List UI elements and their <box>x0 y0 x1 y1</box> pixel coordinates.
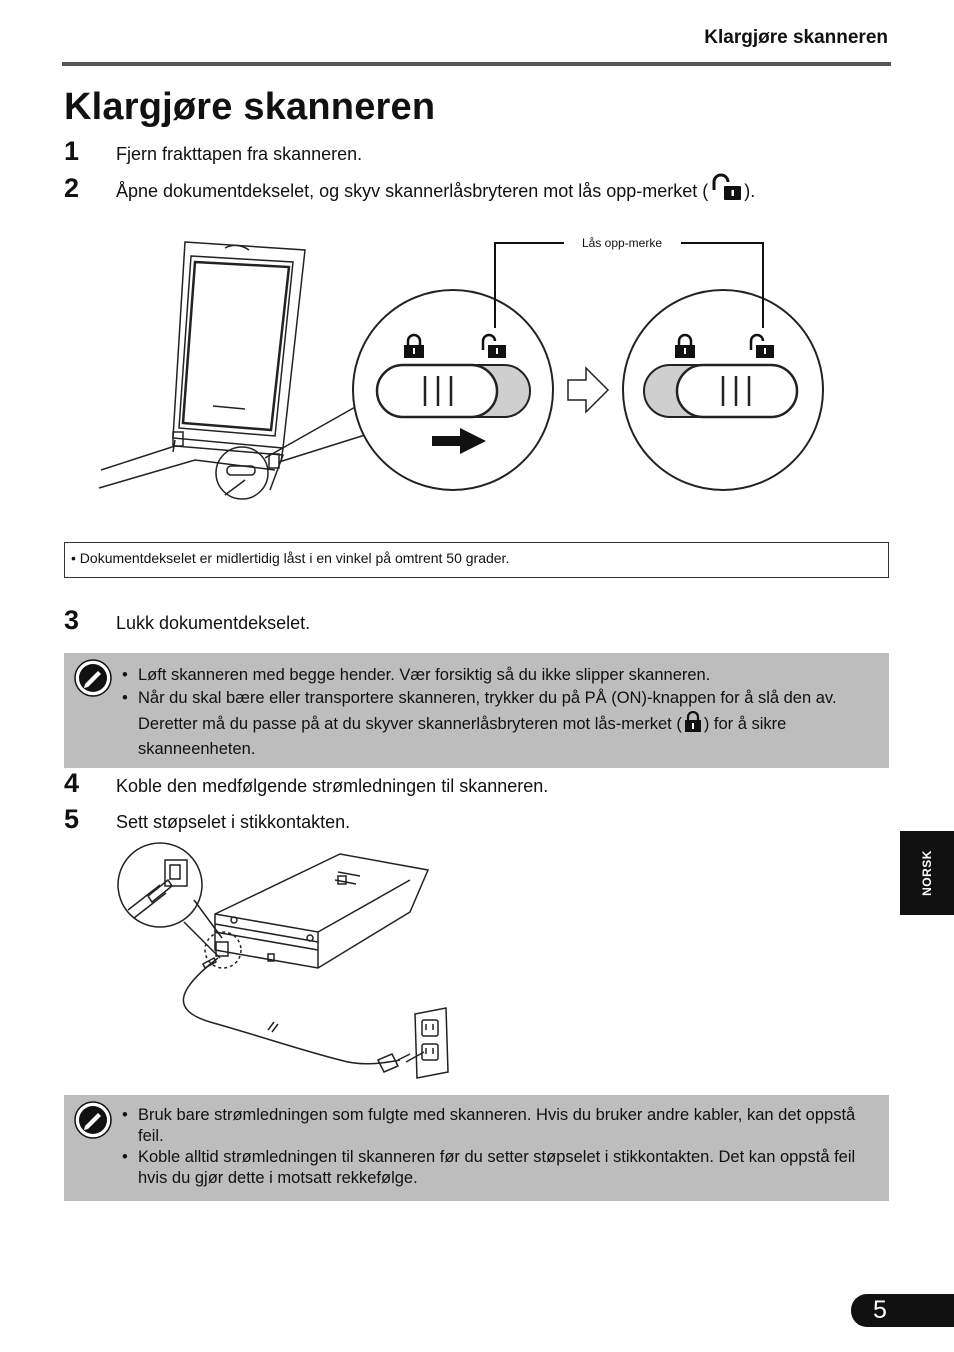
page-number-badge <box>851 1294 954 1327</box>
step-4-number: 4 <box>64 768 80 798</box>
caution-1-item-2-text: Når du skal bære eller transportere skanneren, trykker du på PÅ (ON)-knappen for å slå den av. Deretter må du passe på at du skyver skannerlåsbryteren mot lås-merket ( <box>138 689 837 733</box>
page-title: Klargjøre skanneren <box>64 86 436 128</box>
running-header: Klargjøre skanneren <box>704 27 888 48</box>
lock-icon <box>683 711 703 733</box>
step-5-number: 5 <box>64 804 80 834</box>
caution-2-item-2: • Koble alltid strømledningen til skanneren før du setter støpselet i stikkontakten. Det kan oppstå feil hvis du gjør dette i motsatt rekkefølge. <box>118 1147 884 1189</box>
header-rule <box>62 62 891 66</box>
note-pencil-icon <box>74 1101 112 1139</box>
page-number: 5 <box>873 1296 887 1324</box>
step-4-text: Koble den medfølgende strømledningen til skanneren. <box>116 776 549 796</box>
caution-box-1 <box>64 653 889 768</box>
language-side-tab <box>900 831 954 915</box>
step-2-number: 2 <box>64 173 80 203</box>
info-note-text: • Dokumentdekselet er midlertidig låst i en vinkel på omtrent 50 grader. <box>71 550 510 566</box>
switch-after-circle <box>623 290 823 490</box>
step-2-text-end: ). <box>744 180 756 201</box>
power-connection-figure <box>110 840 460 1085</box>
caution-1-item-2-text-end: ) for å sikre skanneenheten. <box>138 715 787 758</box>
caution-box-2 <box>64 1095 889 1201</box>
caution-1-item-2 <box>118 686 884 762</box>
callout-label: Lås opp-merke <box>581 236 663 250</box>
language-tab-label: NORSK <box>920 850 934 896</box>
step-1-text: Fjern frakttapen fra skanneren. <box>116 144 363 164</box>
step-5-text: Sett støpselet i stikkontakten. <box>116 812 351 832</box>
step-3-number: 3 <box>64 605 80 635</box>
caution-2-item-1: • Bruk bare strømledningen som fulgte med skanneren. Hvis du bruker andre kabler, kan det oppstå feil. <box>118 1105 884 1147</box>
info-note-box <box>64 542 889 578</box>
switch-before-circle <box>353 290 553 490</box>
caution-1-list <box>118 664 884 762</box>
caution-1-item-1: • Løft skanneren med begge hender. Vær forsiktig så du ikke slipper skanneren. <box>118 664 884 686</box>
step-2-line <box>116 180 755 202</box>
arrow-right-icon <box>568 368 608 412</box>
step-1-number: 1 <box>64 136 80 166</box>
step-3-text: Lukk dokumentdekselet. <box>116 613 311 633</box>
note-pencil-icon <box>74 659 112 697</box>
scanner-lock-switch-figure <box>95 230 835 510</box>
caution-2-list <box>118 1105 884 1189</box>
scanner-lid-illustration <box>99 242 305 499</box>
unlock-icon <box>710 172 744 202</box>
step-2-text: Åpne dokumentdekselet, og skyv skannerlåsbryteren mot lås opp-merket ( <box>116 180 709 201</box>
